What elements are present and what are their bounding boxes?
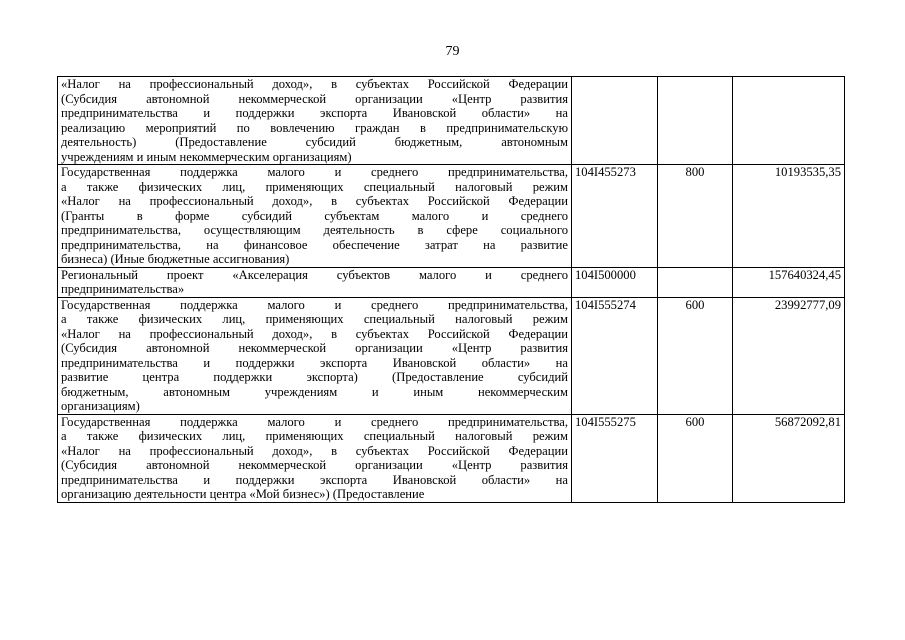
row-expense-type: 800: [658, 165, 733, 268]
description-line: предпринимательства»: [61, 282, 185, 296]
description-line: организацию деятельности центра «Мой бизнес») (Предоставление: [61, 487, 425, 501]
description-line: деятельность) (Предоставление субсидий бюджетным, автономным: [61, 135, 568, 149]
row-target-code: 104I555274: [572, 297, 658, 414]
row-expense-type: [658, 77, 733, 165]
description-line: предпринимательства, на финансовое обеспечение затрат на развитие: [61, 237, 568, 252]
description-line: «Налог на профессиональный доход», в субъектах Российской Федерации: [61, 77, 568, 91]
description-line: предпринимательства и поддержки экспорта Ивановской области» на: [61, 355, 568, 370]
table-row: [58, 414, 845, 502]
description-line: Государственная поддержка малого и среднего предпринимательства,: [61, 414, 568, 429]
description-line: а также физических лиц, применяющих специальный налоговый режим: [61, 429, 568, 443]
row-description: [58, 297, 572, 414]
description-line: Государственная поддержка малого и среднего предпринимательства,: [61, 165, 568, 179]
description-line: предпринимательства, осуществляющим деятельность в сфере социального: [61, 223, 568, 237]
table-row: [58, 297, 845, 414]
description-line: (Субсидия автономной некоммерческой организации «Центр развития: [61, 458, 568, 472]
description-line: (Субсидия автономной некоммерческой организации «Центр развития: [61, 91, 568, 106]
row-target-code: 104I500000: [572, 267, 658, 297]
budget-table-body: [58, 77, 845, 503]
page-number: 79: [445, 44, 460, 59]
row-expense-type: [658, 267, 733, 297]
description-line: «Налог на профессиональный доход», в субъектах Российской Федерации: [61, 326, 568, 341]
description-line: организациям): [61, 399, 140, 413]
table-row: [58, 77, 845, 165]
description-line: развитие центра поддержки экспорта) (Предоставление субсидий: [61, 370, 568, 384]
description-line: бизнеса) (Иные бюджетные ассигнования): [61, 252, 290, 266]
table-row: [58, 165, 845, 268]
description-line: предпринимательства и поддержки экспорта Ивановской области» на: [61, 472, 568, 487]
row-description: [58, 414, 572, 502]
budget-table: [57, 76, 845, 503]
description-line: бюджетным, автономным учреждениям и иным некоммерческим: [61, 384, 568, 399]
row-description: [58, 77, 572, 165]
description-line: Государственная поддержка малого и среднего предпринимательства,: [61, 297, 568, 312]
row-amount: [733, 77, 845, 165]
row-amount: 23992777,09: [733, 297, 845, 414]
row-expense-type: 600: [658, 414, 733, 502]
row-amount: 157640324,45: [733, 267, 845, 297]
description-line: Региональный проект «Акселерация субъектов малого и среднего: [61, 267, 568, 282]
row-amount: 10193535,35: [733, 165, 845, 268]
row-expense-type: 600: [658, 297, 733, 414]
table-row: [58, 267, 845, 297]
row-target-code: [572, 77, 658, 165]
description-line: предпринимательства и поддержки экспорта Ивановской области» на: [61, 106, 568, 120]
description-line: а также физических лиц, применяющих специальный налоговый режим: [61, 179, 568, 194]
row-amount: 56872092,81: [733, 414, 845, 502]
description-line: (Гранты в форме субсидий субъектам малого и среднего: [61, 208, 568, 223]
row-target-code: 104I455273: [572, 165, 658, 268]
description-line: реализацию мероприятий по вовлечению граждан в предпринимательскую: [61, 120, 568, 135]
description-line: «Налог на профессиональный доход», в субъектах Российской Федерации: [61, 194, 568, 208]
description-line: (Субсидия автономной некоммерческой организации «Центр развития: [61, 341, 568, 355]
row-description: [58, 165, 572, 268]
row-target-code: 104I555275: [572, 414, 658, 502]
row-description: [58, 267, 572, 297]
description-line: а также физических лиц, применяющих специальный налоговый режим: [61, 312, 568, 326]
description-line: учреждениям и иным некоммерческим организациям): [61, 149, 352, 164]
description-line: «Налог на профессиональный доход», в субъектах Российской Федерации: [61, 443, 568, 458]
